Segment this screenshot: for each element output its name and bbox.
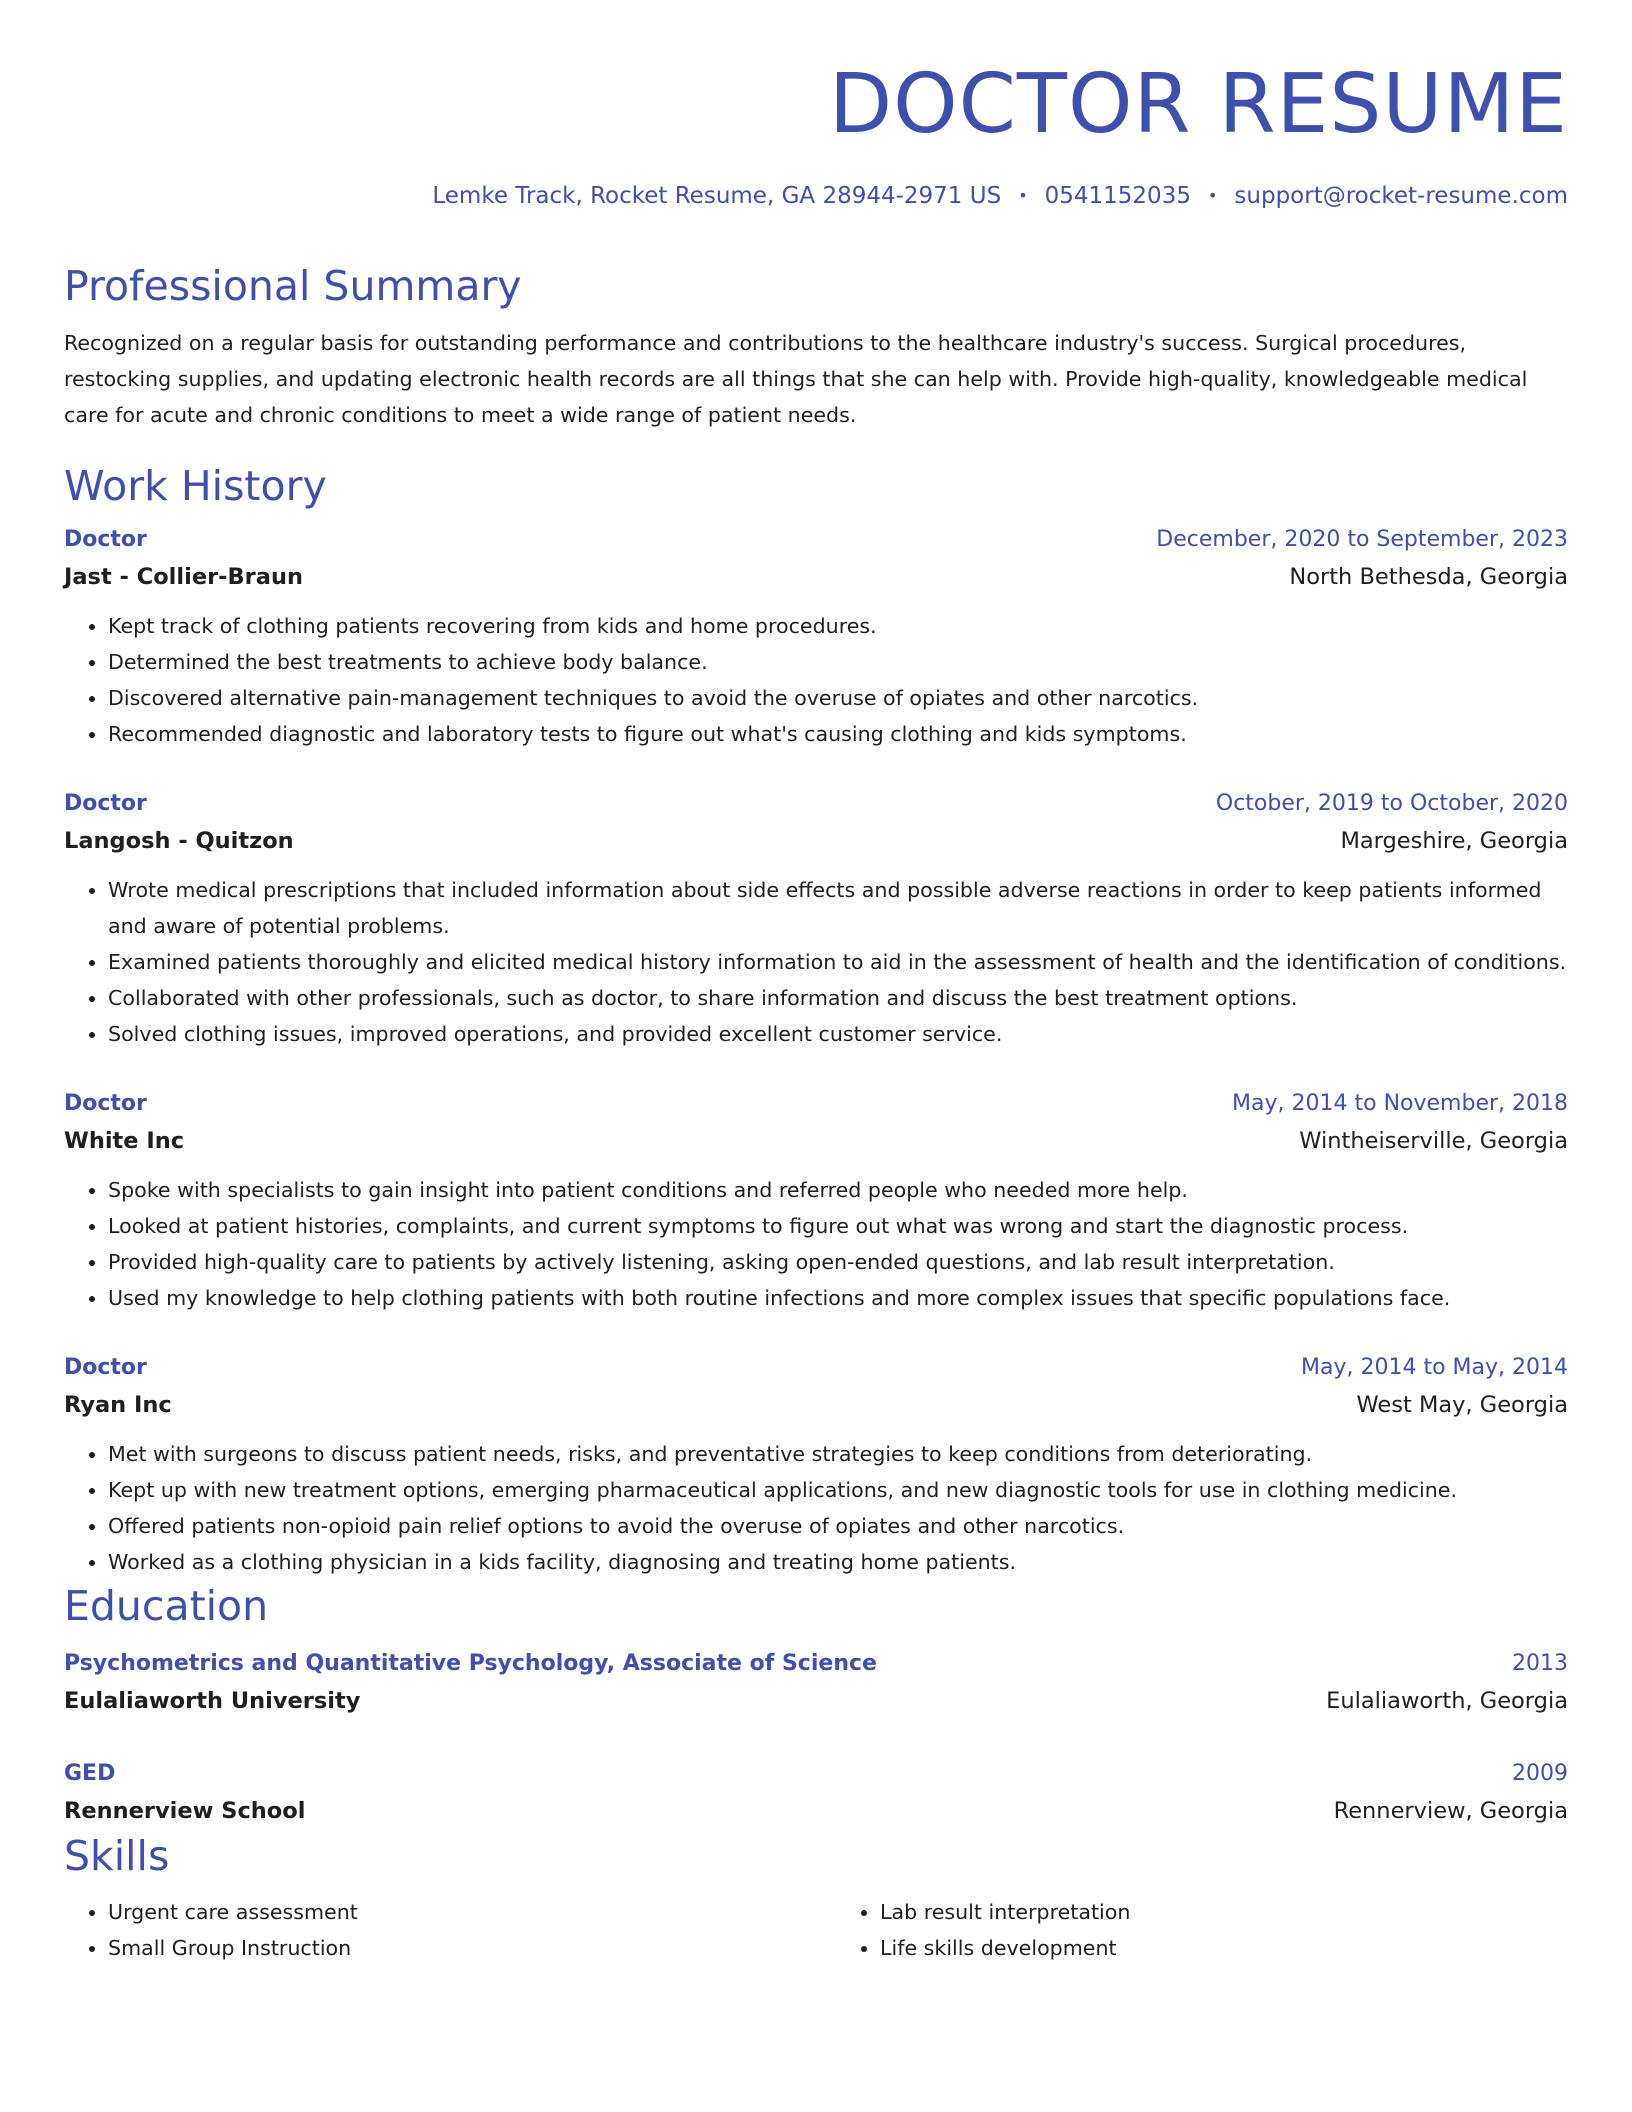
job-entry	[64, 522, 1568, 752]
job-bullet: • Examined patients thoroughly and elicited medical history information to aid in the assessment of health and the identification of conditions.	[108, 944, 1568, 980]
job-location: West May, Georgia	[1356, 1392, 1568, 1418]
contact-phone: 0541152035	[1044, 183, 1191, 209]
job-entry	[64, 1350, 1568, 1580]
job-bullets	[64, 1172, 1568, 1316]
job-location: Margeshire, Georgia	[1340, 828, 1568, 854]
job-dates: May, 2014 to November, 2018	[1232, 1091, 1568, 1116]
job-position: Doctor	[64, 1091, 147, 1116]
job-bullet: • Kept up with new treatment options, emerging pharmaceutical applications, and new diagnostic tools for use in clothing medicine.	[108, 1472, 1568, 1508]
job-bullets	[64, 608, 1568, 752]
job-bullet: • Solved clothing issues, improved operations, and provided excellent customer service.	[108, 1016, 1568, 1052]
job-bullet: • Spoke with specialists to gain insight into patient conditions and referred people who needed more help.	[108, 1172, 1568, 1208]
job-dates: October, 2019 to October, 2020	[1215, 791, 1568, 816]
resume-title: DOCTOR RESUME	[828, 57, 1568, 152]
education-degree: GED	[64, 1761, 116, 1786]
skill-item: • Life skills development	[880, 1930, 1568, 1966]
job-bullet: • Looked at patient histories, complaints, and current symptoms to figure out what was wrong and start the diagnostic process.	[108, 1208, 1568, 1244]
education-degree: Psychometrics and Quantitative Psychology, Associate of Science	[64, 1651, 877, 1676]
job-bullets	[64, 1436, 1568, 1580]
summary-heading: Professional Summary	[64, 262, 522, 310]
job-company: Jast - Collier-Braun	[64, 564, 303, 590]
skill-item: • Small Group Instruction	[108, 1930, 796, 1966]
job-bullet: • Offered patients non-opioid pain relief options to avoid the overuse of opiates and other narcotics.	[108, 1508, 1568, 1544]
contact-separator: •	[1207, 186, 1218, 205]
job-position: Doctor	[64, 527, 147, 552]
job-dates: May, 2014 to May, 2014	[1301, 1355, 1568, 1380]
skills-column-right	[836, 1894, 1568, 1966]
education-entry	[64, 1756, 1568, 1830]
job-location: North Bethesda, Georgia	[1289, 564, 1568, 590]
job-bullet: • Provided high-quality care to patients by actively listening, asking open-ended questions, and lab result interpretation.	[108, 1244, 1568, 1280]
job-bullet: • Collaborated with other professionals, such as doctor, to share information and discuss the best treatment options.	[108, 980, 1568, 1016]
job-bullet: • Worked as a clothing physician in a kids facility, diagnosing and treating home patients.	[108, 1544, 1568, 1580]
education-heading: Education	[64, 1582, 269, 1630]
education-year: 2009	[1512, 1761, 1568, 1786]
job-location: Wintheiserville, Georgia	[1299, 1128, 1568, 1154]
resume-content	[64, 260, 1568, 1966]
job-bullet: • Recommended diagnostic and laboratory tests to figure out what's causing clothing and kids symptoms.	[108, 716, 1568, 752]
job-entry	[64, 786, 1568, 1052]
job-company: White Inc	[64, 1128, 185, 1154]
job-company: Ryan Inc	[64, 1392, 172, 1418]
job-bullet: • Kept track of clothing patients recovering from kids and home procedures.	[108, 608, 1568, 644]
job-position: Doctor	[64, 791, 147, 816]
job-entry	[64, 1086, 1568, 1316]
education-entry	[64, 1646, 1568, 1720]
job-position: Doctor	[64, 1355, 147, 1380]
contact-address: Lemke Track, Rocket Resume, GA 28944-2971 US	[432, 183, 1002, 209]
job-bullet: • Wrote medical prescriptions that included information about side effects and possible adverse reactions in order to keep patients informed and aware of potential problems.	[108, 872, 1568, 944]
education-location: Rennerview, Georgia	[1333, 1798, 1568, 1824]
contact-line	[432, 180, 1568, 212]
education-school: Eulaliaworth University	[64, 1688, 361, 1714]
skill-item: • Lab result interpretation	[880, 1894, 1568, 1930]
job-company: Langosh - Quitzon	[64, 828, 294, 854]
job-bullet: • Met with surgeons to discuss patient needs, risks, and preventative strategies to keep conditions from deteriorating.	[108, 1436, 1568, 1472]
job-bullet: • Used my knowledge to help clothing patients with both routine infections and more complex issues that specific populations face.	[108, 1280, 1568, 1316]
skills-heading: Skills	[64, 1832, 170, 1880]
education-location: Eulaliaworth, Georgia	[1326, 1688, 1568, 1714]
skills-list	[64, 1894, 1568, 1966]
contact-email: support@rocket-resume.com	[1234, 183, 1568, 209]
education-school: Rennerview School	[64, 1798, 306, 1824]
work-history-heading: Work History	[64, 462, 327, 510]
contact-separator: •	[1018, 186, 1028, 205]
skill-item: • Urgent care assessment	[108, 1894, 796, 1930]
skills-column-left	[64, 1894, 796, 1966]
job-bullets	[64, 872, 1568, 1052]
summary-text: Recognized on a regular basis for outstanding performance and contributions to the healthcare industry's success. Surgical procedures, restocking supplies, and updating electronic health records are all things that she can help with. Provide high-quality, knowledgeable medical care for acute and chronic conditions to meet a wide range of patient needs.	[64, 331, 1528, 427]
education-year: 2013	[1512, 1651, 1568, 1676]
job-bullet: • Discovered alternative pain-management techniques to avoid the overuse of opiates and other narcotics.	[108, 680, 1568, 716]
job-dates: December, 2020 to September, 2023	[1156, 527, 1568, 552]
job-bullet: • Determined the best treatments to achieve body balance.	[108, 644, 1568, 680]
